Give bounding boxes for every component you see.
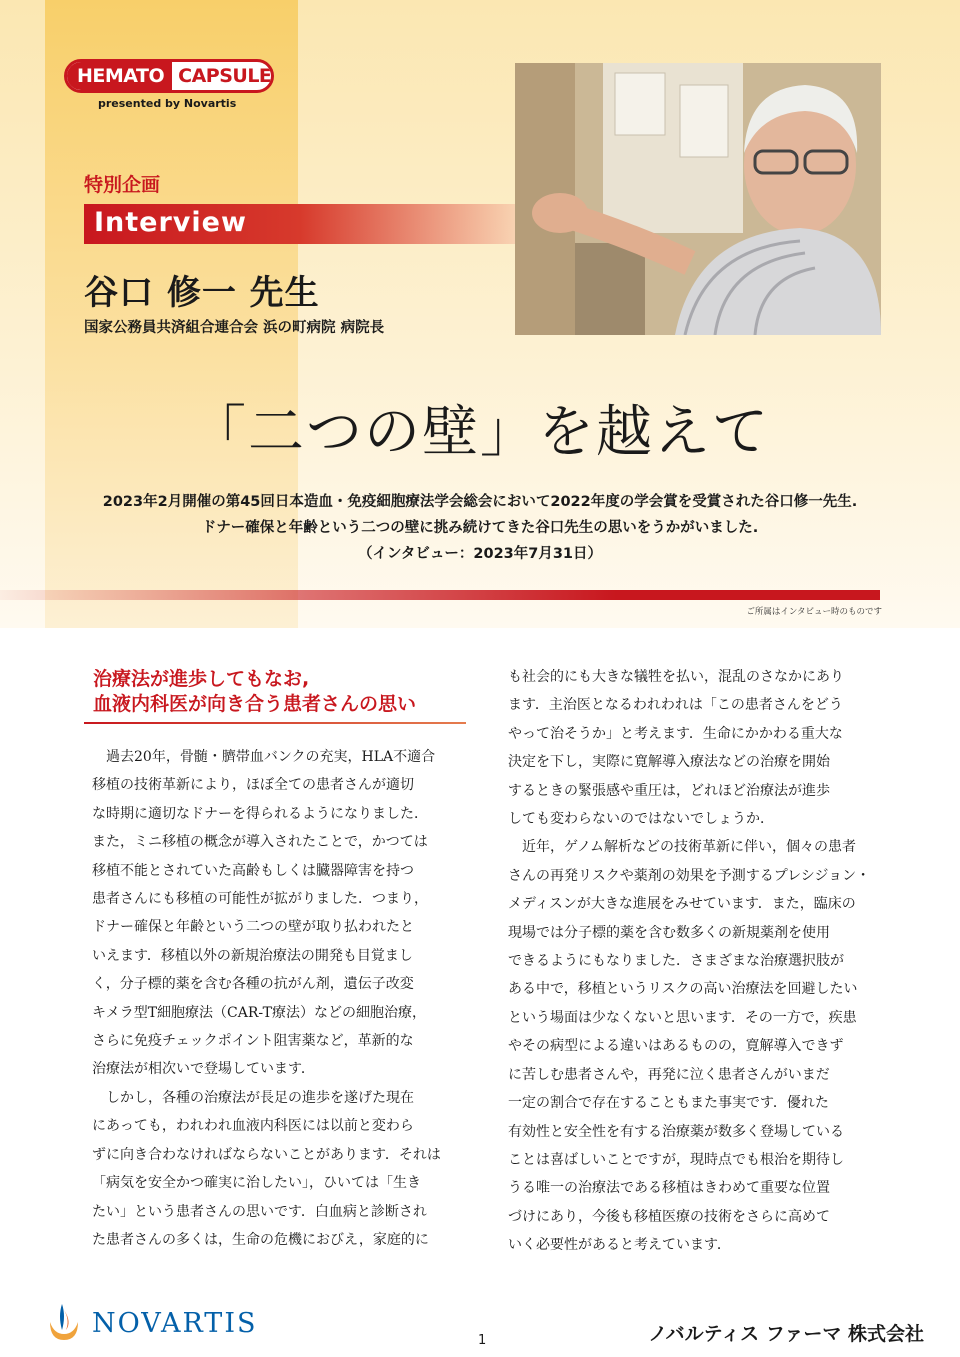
body-text-line: 「病気を安全かつ確実に治したい」，ひいては「生き bbox=[92, 1175, 421, 1192]
body-text-line: く，分子標的薬を含む各種の抗がん剤，遺伝子改変 bbox=[92, 976, 414, 993]
interviewee-affiliation: 国家公務員共済組合連合会 浜の町病院 病院長 bbox=[84, 320, 385, 336]
logo-subtitle: presented by Novartis bbox=[98, 97, 237, 110]
section-heading-line: 治療法が進歩してもなお, bbox=[93, 668, 310, 690]
section-underline bbox=[84, 722, 466, 724]
body-text-line: 一定の割合で存在することもまた事実です．優れた bbox=[508, 1095, 829, 1112]
body-text-line: 移植の技術革新により，ほぼ全ての患者さんが適切 bbox=[92, 777, 414, 794]
body-text-line: 現場では分子標的薬を含む数多くの新規薬剤を使用 bbox=[508, 924, 830, 941]
lead-text bbox=[40, 489, 920, 567]
body-text-line: にあっても，われわれ血液内科医には以前と変わら bbox=[92, 1118, 414, 1135]
body-text-line: た患者さんの多くは，生命の危機におびえ，家庭的に bbox=[92, 1231, 429, 1248]
body-column-left bbox=[92, 743, 464, 1254]
body-text-line: やその病型による違いはあるものの，寛解導入できず bbox=[508, 1038, 844, 1055]
body-text-line: に苦しむ患者さんや，再発に泣く患者さんがいまだ bbox=[508, 1066, 830, 1083]
interviewee-name: 谷口 修一 先生 bbox=[84, 273, 320, 313]
body-text-line: いく必要性があると考えています． bbox=[508, 1237, 731, 1254]
body-text-line: 有効性と安全性を有する治療薬が数多く登場している bbox=[508, 1123, 844, 1140]
body-text-line: やって治そうか」と考えます．生命にかかわる重大な bbox=[508, 725, 843, 742]
divider-bar bbox=[0, 590, 880, 600]
body-text-line: という場面は少なくないと思います．その一方で，疾患 bbox=[508, 1009, 857, 1026]
body-text-line: ます．主治医となるわれわれは「この患者さんをどう bbox=[508, 697, 843, 714]
body-text-line: ある中で，移植というリスクの高い治療法を回避したい bbox=[508, 981, 858, 998]
body-text-line: うる唯一の治療法である移植はきわめて重要な位置 bbox=[508, 1180, 830, 1197]
body-text-line: さんの再発リスクや薬剤の効果を予測するプレシジョン・ bbox=[508, 867, 871, 884]
body-text-line: しても変わらないのではないでしょうか． bbox=[508, 811, 774, 828]
body-text-line: しかし，各種の治療法が長足の進歩を遂げた現在 bbox=[92, 1089, 414, 1106]
hemato-capsule-logo bbox=[64, 59, 274, 93]
body-text-line: たい」という患者さんの思いです．白血病と診断され bbox=[92, 1203, 427, 1220]
novartis-logo bbox=[46, 1300, 257, 1346]
body-text-line: づけにあり，今後も移植医療の技術をさらに高めて bbox=[508, 1208, 830, 1225]
body-text-line: ことは喜ばしいことですが，現時点でも根治を期待し bbox=[508, 1151, 844, 1168]
novartis-wordmark: NOVARTIS bbox=[92, 1307, 258, 1339]
body-text-line: ドナー確保と年齢という二つの壁が取り払われたと bbox=[92, 919, 414, 936]
body-text-line: 近年，ゲノム解析などの技術革新に伴い，個々の患者 bbox=[508, 839, 857, 856]
lead-line: 2023年2月開催の第45回日本造血・免疫細胞療法学会総会において2022年度の学会賞を受賞された谷口修一先生. bbox=[102, 494, 858, 510]
section-heading-line: 血液内科医が向き合う患者さんの思い bbox=[93, 693, 417, 715]
article-title: 「二つの壁」を越えて bbox=[190, 400, 770, 465]
body-text-line: キメラ型T細胞療法（CAR-T療法）などの細胞治療， bbox=[92, 1004, 426, 1021]
lead-line: （インタビュー：2023年7月31日） bbox=[357, 546, 603, 562]
body-text-line: また，ミニ移植の概念が導入されたことで，かつては bbox=[92, 834, 428, 851]
interview-label: Interview bbox=[94, 207, 247, 238]
body-column-right bbox=[508, 663, 880, 1260]
body-text-line: いえます．移植以外の新規治療法の開発も目覚まし bbox=[92, 947, 413, 964]
feature-label: 特別企画 bbox=[84, 174, 161, 196]
section-heading bbox=[93, 667, 463, 717]
lead-line: ドナー確保と年齢という二つの壁に挑み続けてきた谷口先生の思いをうかがいました. bbox=[201, 520, 759, 536]
body-text-line: できるようにもなりました．さまざまな治療選択肢が bbox=[508, 953, 844, 970]
body-text-line: な時期に適切なドナーを得られるようになりました． bbox=[92, 805, 428, 822]
body-text-line: 患者さんにも移植の可能性が拡がりました．つまり， bbox=[92, 891, 428, 908]
logo-right-text: CAPSULE bbox=[178, 65, 272, 87]
body-text-line: ずに向き合わなければならないことがあります．それは bbox=[92, 1146, 441, 1163]
logo-left-text: HEMATO bbox=[67, 62, 172, 90]
affiliation-note: ご所属はインタビュー時のものです bbox=[746, 607, 882, 617]
interviewee-photo bbox=[515, 63, 881, 335]
interview-banner bbox=[84, 204, 516, 244]
body-text-line: 治療法が相次いで登場しています． bbox=[92, 1061, 315, 1078]
body-text-line: 移植不能とされていた高齢もしくは臓器障害を持つ bbox=[92, 862, 414, 879]
novartis-flame-icon bbox=[46, 1300, 82, 1346]
body-text-line: するときの緊張感や重圧は，どれほど治療法が進歩 bbox=[508, 782, 830, 799]
body-text-line: さらに免疫チェックポイント阻害薬など，革新的な bbox=[92, 1033, 414, 1050]
page-number: 1 bbox=[478, 1333, 487, 1348]
body-text-line: 過去20年，骨髄・臍帯血バンクの充実，HLA不適合 bbox=[92, 749, 436, 765]
body-text-line: 決定を下し，実際に寛解導入療法などの治療を開始 bbox=[508, 754, 830, 771]
body-text-line: メディスンが大きな進展をみせています．また，臨床の bbox=[508, 896, 856, 913]
body-text-line: も社会的にも大きな犠牲を払い，混乱のさなかにあり bbox=[508, 669, 844, 685]
company-name: ノバルティス ファーマ 株式会社 bbox=[648, 1323, 924, 1345]
